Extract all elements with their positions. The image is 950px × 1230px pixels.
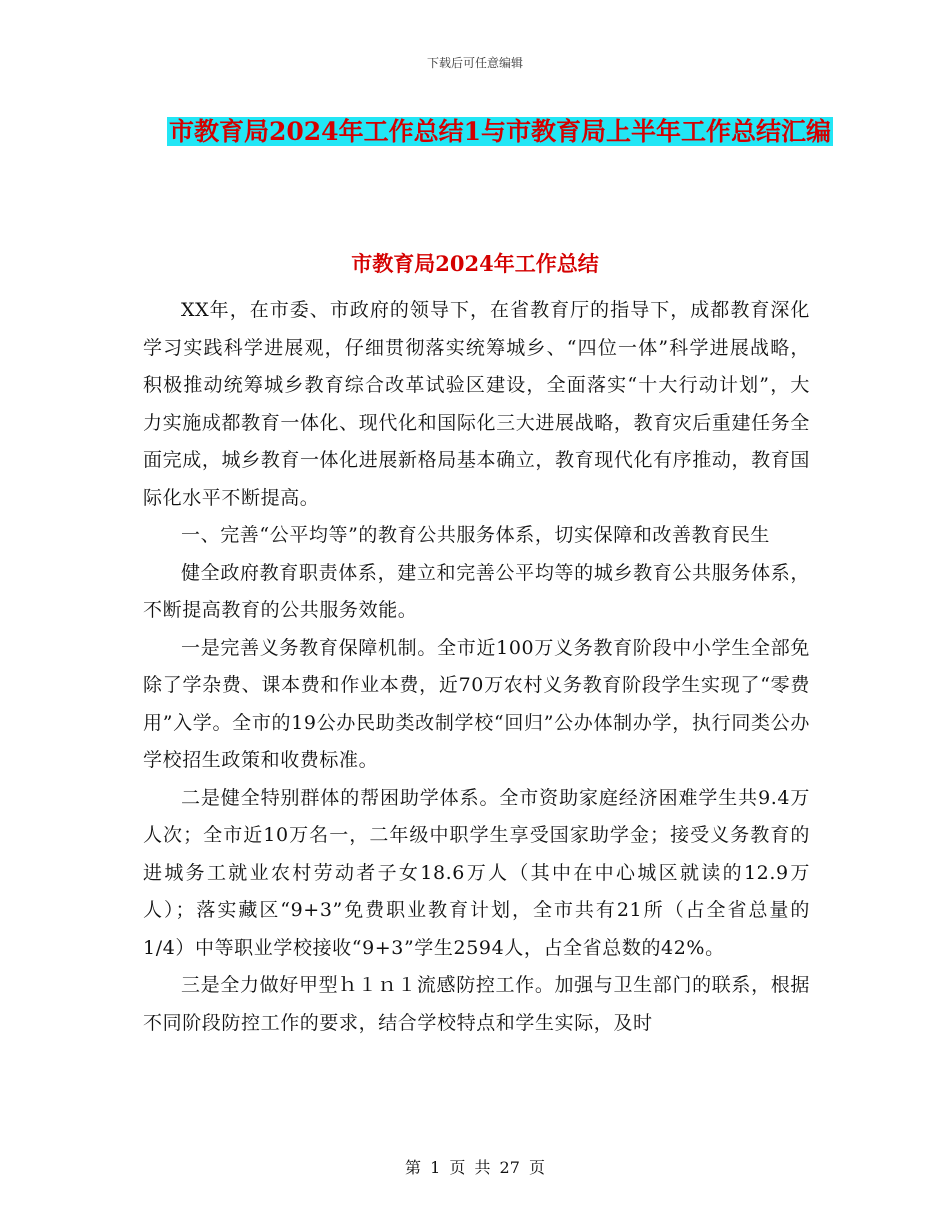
page-footer: 第 1 页 共 27 页 [405, 1158, 545, 1177]
paragraph: 一是完善义务教育保障机制。全市近100万义务教育阶段中小学生全部免除了学杂费、课本费和作业本费，近70万农村义务教育阶段学生实现了“零费用”入学。全市的19公办民助类改制学校“回归”公办体制办学，执行同类公办学校招生政策和收费标准。 [143, 636, 810, 771]
paragraph: 二是健全特别群体的帮困助学体系。全市资助家庭经济困难学生共9.4万人次；全市近10万名一，二年级中职学生享受国家助学金；接受义务教育的进城务工就业农村劳动者子女18.6万人（其中在中心城区就读的12.9万人）；落实藏区“9+3”免费职业教育计划，全市共有21所（占全省总量的1/4）中等职业学校接收“9+3”学生2594人，占全省总数的42%。 [143, 786, 810, 959]
paragraph: XX年，在市委、市政府的领导下，在省教育厅的指导下，成都教育深化学习实践科学进展观，仔细贯彻落实统筹城乡、“四位一体”科学进展战略，积极推动统筹城乡教育综合改革试验区建设，全面落实“十大行动计划”，大力实施成都教育一体化、现代化和国际化三大进展战略，教育灾后重建任务全面完成，城乡教育一体化进展新格局基本确立，教育现代化有序推动，教育国际化水平不断提高。 [143, 299, 810, 509]
document-title-text: 市教育局2024年工作总结1与市教育局上半年工作总结汇编 [169, 117, 831, 146]
paragraph: 三是全力做好甲型ｈ１ｎ１流感防控工作。加强与卫生部门的联系，根据不同阶段防控工作的要求，结合学校特点和学生实际，及时 [143, 974, 810, 1034]
document-title [140, 110, 860, 154]
document-body [143, 292, 810, 1042]
paragraph: 一、完善“公平均等”的教育公共服务体系，切实保障和改善教育民生 [181, 524, 771, 546]
paragraph: 健全政府教育职责体系，建立和完善公平均等的城乡教育公共服务体系，不断提高教育的公共服务效能。 [143, 561, 810, 621]
header-note: 下载后可任意编辑 [426, 56, 523, 70]
section-title: 市教育局2024年工作总结 [351, 251, 599, 276]
